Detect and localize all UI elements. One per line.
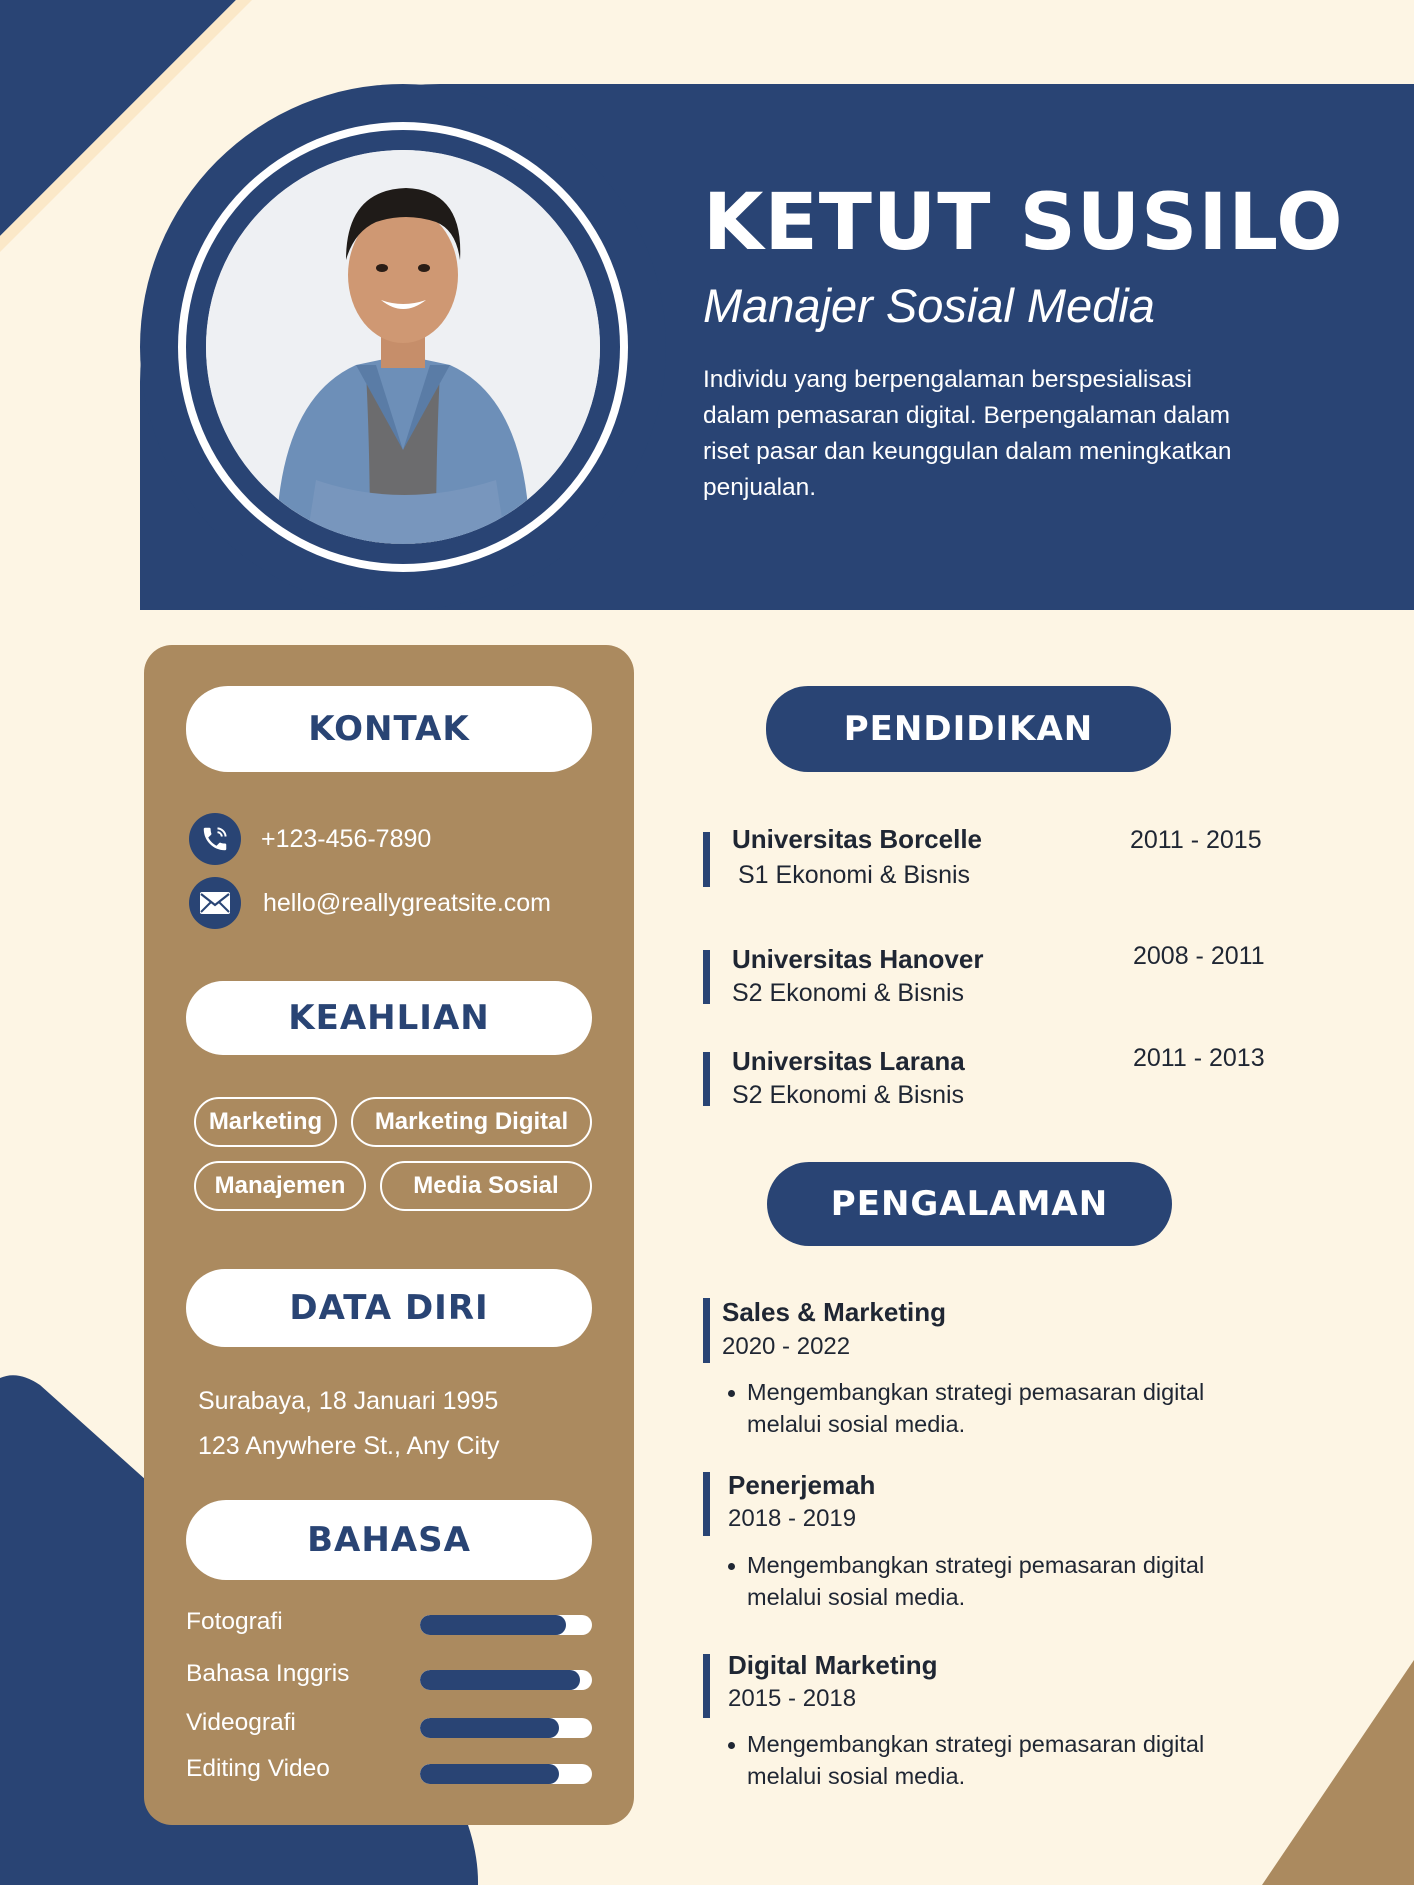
education-school: Universitas Borcelle	[732, 824, 983, 854]
skill-tag: Media Sosial	[380, 1161, 592, 1211]
person-name: KETUT SUSILO	[703, 178, 1344, 268]
education-years: 2011 - 2013	[1133, 1044, 1265, 1072]
experience-years: 2020 - 2022	[722, 1333, 851, 1360]
experience-description: Mengembangkan strategi pemasaran digital melalui sosial media.	[747, 1731, 1205, 1789]
phone-number: +123-456-7890	[261, 824, 432, 853]
experience-marker	[703, 1472, 710, 1536]
email-address: hello@reallygreatsite.com	[263, 888, 552, 917]
home-address: 123 Anywhere St., Any City	[198, 1432, 500, 1460]
experience-marker	[703, 1654, 710, 1718]
education-degree: S1 Ekonomi & Bisnis	[738, 861, 971, 889]
experience-title: Penerjemah	[728, 1470, 876, 1500]
contact-email	[189, 877, 551, 929]
education-years: 2011 - 2015	[1130, 826, 1262, 854]
experience-marker	[703, 1298, 710, 1363]
education-marker	[703, 832, 710, 887]
education-school: Universitas Larana	[732, 1046, 965, 1076]
bullet-dot	[728, 1563, 735, 1570]
experience-title: Digital Marketing	[728, 1650, 938, 1680]
job-title: Manajer Sosial Media	[703, 279, 1155, 332]
profile-photo-frame	[178, 122, 628, 572]
experience-description: Mengembangkan strategi pemasaran digital melalui sosial media.	[747, 1552, 1205, 1610]
contact-phone	[189, 813, 431, 865]
skill-tag: Marketing	[194, 1097, 337, 1147]
experience-description: Mengembangkan strategi pemasaran digital melalui sosial media.	[747, 1379, 1205, 1437]
education-school: Universitas Hanover	[732, 944, 984, 974]
profile-summary: Individu yang berpengalaman berspesialisasi dalam pemasaran digital. Berpengalaman dalam riset pasar dan keunggulan dalam meningkatkan penjualan.	[703, 366, 1232, 501]
education-degree: S2 Ekonomi & Bisnis	[732, 979, 965, 1007]
language-label: Videografi	[186, 1709, 296, 1736]
skill-tag: Manajemen	[194, 1161, 366, 1211]
education-marker	[703, 950, 710, 1004]
birth-place-date: Surabaya, 18 Januari 1995	[198, 1387, 499, 1415]
experience-years: 2015 - 2018	[728, 1685, 857, 1712]
experience-years: 2018 - 2019	[728, 1505, 857, 1532]
skills-heading: KEAHLIAN	[186, 981, 592, 1055]
skill-tag: Marketing Digital	[351, 1097, 592, 1147]
language-level-bar	[420, 1718, 592, 1738]
contact-heading: KONTAK	[186, 686, 592, 772]
bullet-dot	[728, 1742, 735, 1749]
language-level-bar	[420, 1764, 592, 1784]
bullet-dot	[728, 1390, 735, 1397]
language-level-bar	[420, 1615, 592, 1635]
language-label: Fotografi	[186, 1608, 283, 1635]
profile-photo	[206, 150, 600, 544]
language-label: Bahasa Inggris	[186, 1660, 350, 1687]
experience-title: Sales & Marketing	[722, 1297, 946, 1327]
languages-heading: BAHASA	[186, 1500, 592, 1580]
education-degree: S2 Ekonomi & Bisnis	[732, 1081, 965, 1109]
language-label: Editing Video	[186, 1755, 330, 1782]
phone-icon	[189, 813, 241, 865]
education-heading: PENDIDIKAN	[766, 686, 1171, 772]
education-marker	[703, 1052, 710, 1106]
envelope-icon	[189, 877, 241, 929]
language-level-bar	[420, 1670, 592, 1690]
education-years: 2008 - 2011	[1133, 942, 1265, 970]
personal-data-heading: DATA DIRI	[186, 1269, 592, 1347]
experience-heading: PENGALAMAN	[767, 1162, 1172, 1246]
